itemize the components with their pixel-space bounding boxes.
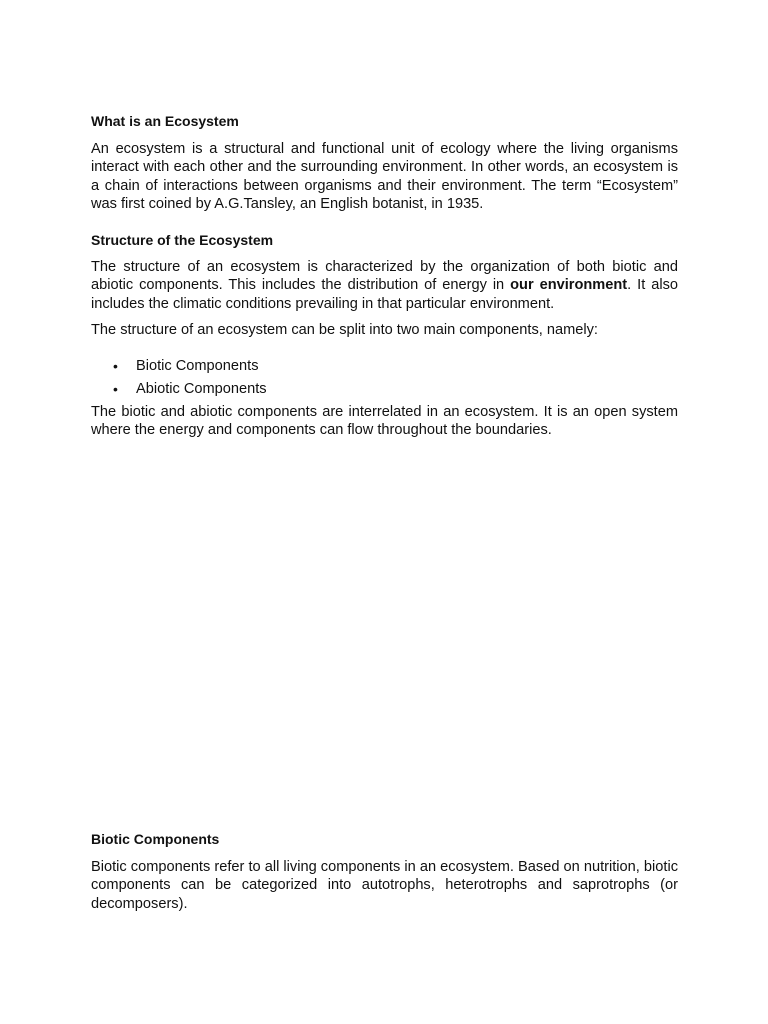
list-item [91,357,678,380]
list-item-label: Biotic Components [136,358,259,374]
paragraph-components-interrelated: The biotic and abiotic components are interrelated in an ecosystem. It is an open system where the energy and components can flow throughout the boundaries. [91,404,678,439]
components-bullet-list [91,357,678,403]
paragraph-biotic-components: Biotic components refer to all living components in an ecosystem. Based on nutrition, biotic components can be categorized into autotrophs, heterotrophs and saprotrophs (or decomposers). [91,859,678,912]
list-item-label: Abiotic Components [136,381,267,397]
document-page [91,0,678,1024]
paragraph-structure-description [91,258,678,313]
paragraph-ecosystem-definition: An ecosystem is a structural and functional unit of ecology where the living organisms interact with each other and the surrounding environment. In other words, an ecosystem is a chain of interactions between organisms and their environment. The term “Ecosystem” was first coined by A.G.Tansley, an English botanist, in 1935. [91,141,678,212]
our-environment-link-text: our environment [510,277,628,294]
heading-structure-of-ecosystem: Structure of the Ecosystem [91,232,274,248]
paragraph-structure-components-intro: The structure of an ecosystem can be split into two main components, namely: [91,322,598,338]
bullet-icon: • [113,381,118,397]
bullet-icon: • [113,358,118,374]
structure-text-after: . It also includes the climatic conditions prevailing in that particular environment. [91,277,679,312]
structure-text-before: The structure of an ecosystem is characterized by the organization of both biotic and abiotic components. This includes the distribution of energy in [91,259,678,294]
heading-what-is-ecosystem: What is an Ecosystem [91,113,239,129]
list-item [91,380,678,403]
heading-biotic-components: Biotic Components [91,831,220,847]
